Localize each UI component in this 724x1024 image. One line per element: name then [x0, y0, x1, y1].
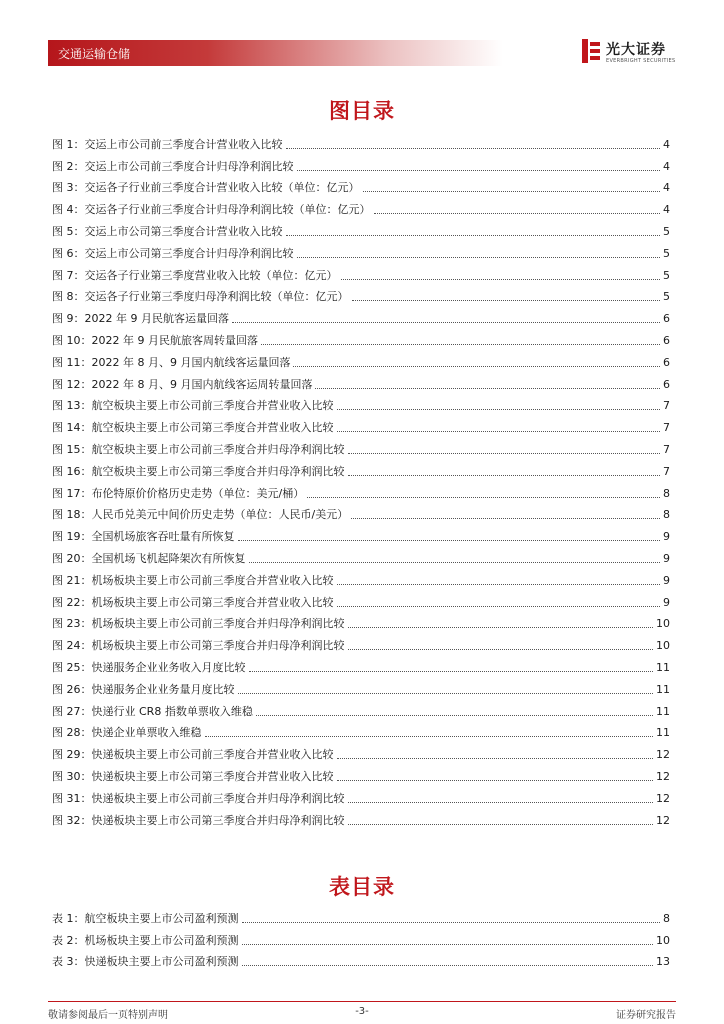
figure-index-entry-label: 图 25：: [52, 660, 92, 674]
figure-index-entry-leader: [238, 539, 661, 541]
figure-index-entry-label: 图 21：: [52, 573, 92, 587]
figure-index-entry[interactable]: [52, 522, 670, 544]
figure-index-entry-leader: [256, 714, 653, 716]
figure-index-entry-page: 5: [663, 268, 670, 282]
figure-index-entry[interactable]: [52, 392, 670, 414]
figure-index-entry-title: 2022 年 8 月、9 月国内航线客运周转量回落: [91, 377, 313, 391]
figure-index-entry[interactable]: [52, 479, 670, 501]
figure-index-entry-title: 快递服务企业业务收入月度比较: [91, 660, 246, 674]
figure-index-title: 图目录: [329, 99, 395, 123]
table-index-entry-label: 表 3：: [52, 955, 85, 969]
figure-index-entry-leader: [341, 278, 661, 280]
figure-index-entry-title: 交运各子行业前三季度合计归母净利润比较（单位：亿元）: [84, 203, 371, 217]
figure-index-entry[interactable]: [52, 588, 670, 610]
figure-index-entry-label: 图 20：: [52, 551, 92, 565]
figure-index-entry-page: 6: [663, 333, 670, 347]
figure-index-entry-page: 5: [663, 246, 670, 260]
figure-index-entry-page: 6: [663, 312, 670, 326]
figure-index-entry[interactable]: [52, 261, 670, 283]
figure-index-entry-page: 4: [663, 181, 670, 195]
figure-index-entry-leader: [352, 299, 661, 301]
figure-index-entry-leader: [286, 234, 661, 236]
figure-index-entry-page: 7: [663, 399, 670, 413]
figure-index-entry[interactable]: [52, 784, 670, 806]
figure-index-entry-leader: [348, 648, 654, 650]
figure-index-entry-title: 快递行业 CR8 指数单票收入维稳: [91, 704, 253, 718]
figure-index-entry[interactable]: [52, 653, 670, 675]
table-index-entry[interactable]: [52, 926, 670, 948]
table-index-entry[interactable]: [52, 904, 670, 926]
figure-index-entry-leader: [315, 387, 660, 389]
figure-index-entry-page: 9: [663, 551, 670, 565]
figure-index-entry-leader: [351, 517, 660, 519]
figure-index-entry-page: 9: [663, 595, 670, 609]
figure-index-entry-label: 图 23：: [52, 617, 92, 631]
figure-index-entry-label: 图 11：: [52, 355, 92, 369]
figure-index-entry[interactable]: [52, 239, 670, 261]
figure-index-entry-page: 4: [663, 137, 670, 151]
figure-index-entry-leader: [348, 823, 654, 825]
figure-index-entry[interactable]: [52, 217, 670, 239]
figure-index-entry[interactable]: [52, 130, 670, 152]
figure-index-entry-label: 图 29：: [52, 748, 92, 762]
figure-index-entry-leader: [348, 626, 654, 628]
table-index-entry-label: 表 2：: [52, 933, 85, 947]
figure-index-entry-label: 图 5：: [52, 224, 85, 238]
header-section-band: [48, 40, 503, 66]
figure-index-entry-title: 2022 年 9 月民航旅客周转量回落: [91, 333, 258, 347]
figure-index-entry-label: 图 18：: [52, 508, 92, 522]
figure-index-entry-label: 图 3：: [52, 181, 85, 195]
table-index-entry-page: 8: [663, 911, 670, 925]
figure-index-entry-page: 12: [656, 791, 670, 805]
figure-index-entry-page: 7: [663, 442, 670, 456]
figure-index-entry[interactable]: [52, 283, 670, 305]
figure-index-entry[interactable]: [52, 544, 670, 566]
figure-index-entry[interactable]: [52, 806, 670, 828]
table-index-entry-leader: [242, 964, 654, 966]
figure-index-entry[interactable]: [52, 348, 670, 370]
figure-index-entry[interactable]: [52, 326, 670, 348]
figure-index-entry-leader: [337, 779, 654, 781]
figure-index-entry-page: 11: [656, 660, 670, 674]
figure-index-entry-leader: [337, 583, 661, 585]
figure-index-entry-page: 10: [656, 617, 670, 631]
figure-index-entry-label: 图 1：: [52, 137, 85, 151]
figure-index-entry-label: 图 22：: [52, 595, 92, 609]
figure-index-entry-page: 4: [663, 203, 670, 217]
figure-index-entry-page: 11: [656, 682, 670, 696]
figure-index-entry-title: 快递板块主要上市公司前三季度合并归母净利润比较: [91, 791, 345, 805]
figure-index-entry-title: 交运上市公司第三季度合计归母净利润比较: [84, 246, 294, 260]
figure-index-entry-leader: [286, 147, 661, 149]
figure-index-entry[interactable]: [52, 370, 670, 392]
table-index-entry-leader: [242, 921, 661, 923]
figure-index-entry-leader: [337, 605, 661, 607]
figure-index-entry-label: 图 27：: [52, 704, 92, 718]
table-index-entry-page: 13: [656, 955, 670, 969]
figure-index-entry[interactable]: [52, 566, 670, 588]
figure-index-entry-leader: [337, 430, 661, 432]
figure-index-entry-leader: [307, 496, 660, 498]
figure-index-entry-leader: [293, 365, 660, 367]
figure-index-entry-label: 图 31：: [52, 791, 92, 805]
figure-index-entry-title: 全国机场飞机起降架次有所恢复: [91, 551, 246, 565]
figure-index-entry-label: 图 4：: [52, 203, 85, 217]
figure-index-entry-title: 快递板块主要上市公司第三季度合并营业收入比较: [91, 769, 334, 783]
figure-index-entry[interactable]: [52, 719, 670, 741]
figure-index-entry-page: 12: [656, 748, 670, 762]
figure-index-entry[interactable]: [52, 457, 670, 479]
figure-index-entry-leader: [348, 452, 661, 454]
figure-index-entry[interactable]: [52, 610, 670, 632]
figure-index-entry-leader: [348, 474, 661, 476]
figure-index-entry-title: 航空板块主要上市公司前三季度合并归母净利润比较: [91, 442, 345, 456]
figure-index-entry-page: 12: [656, 813, 670, 827]
header-section-label: 交通运输仓储: [58, 47, 131, 61]
figure-index-entry-label: 图 26：: [52, 682, 92, 696]
figure-index-entry-title: 交运各子行业第三季度营业收入比较（单位：亿元）: [84, 268, 338, 282]
figure-index-entry-page: 9: [663, 573, 670, 587]
figure-index-entry[interactable]: [52, 740, 670, 762]
table-index-entry-title: 航空板块主要上市公司盈利预测: [84, 911, 239, 925]
brand-name: 光大证券: [606, 42, 666, 58]
figure-index-entry-label: 图 8：: [52, 290, 85, 304]
figure-index-entry-label: 图 28：: [52, 726, 92, 740]
figure-index-entry-title: 交运各子行业第三季度归母净利润比较（单位：亿元）: [84, 290, 349, 304]
figure-index-entry-title: 机场板块主要上市公司第三季度合并营业收入比较: [91, 595, 334, 609]
figure-index-entry-page: 5: [663, 224, 670, 238]
figure-index-entry-label: 图 30：: [52, 769, 92, 783]
footer-divider: [48, 1001, 676, 1002]
figure-index-entry[interactable]: [52, 675, 670, 697]
figure-index-entry-label: 图 7：: [52, 268, 85, 282]
brand-subtitle: EVERBRIGHT SECURITIES: [606, 58, 676, 64]
figure-index-entry-title: 机场板块主要上市公司前三季度合并归母净利润比较: [91, 617, 345, 631]
figure-index-entry[interactable]: [52, 413, 670, 435]
figure-index-entry-title: 交运上市公司前三季度合计营业收入比较: [84, 137, 283, 151]
figure-index-entry[interactable]: [52, 174, 670, 196]
figure-index-entry-label: 图 10：: [52, 333, 92, 347]
figure-index-entry-page: 7: [663, 421, 670, 435]
figure-index-entry[interactable]: [52, 152, 670, 174]
figure-index-entry-title: 交运上市公司前三季度合计归母净利润比较: [84, 159, 294, 173]
figure-index-entry-title: 人民币兑美元中间价历史走势（单位：人民币/美元）: [91, 508, 349, 522]
figure-index-entry[interactable]: [52, 697, 670, 719]
figure-index-entry-label: 图 19：: [52, 530, 92, 544]
figure-index-entry-leader: [337, 757, 654, 759]
figure-index-entry[interactable]: [52, 304, 670, 326]
figure-index-entry-label: 图 12：: [52, 377, 92, 391]
everbright-logo-icon: [580, 38, 602, 64]
figure-index-entry-leader: [374, 212, 661, 214]
figure-index-entry-page: 8: [663, 508, 670, 522]
figure-index-entry-leader: [205, 735, 654, 737]
figure-index-entry-page: 12: [656, 769, 670, 783]
figure-index-entry[interactable]: [52, 195, 670, 217]
figure-index-entry-leader: [261, 343, 660, 345]
figure-index-entry-page: 8: [663, 486, 670, 500]
figure-index-entry-page: 10: [656, 639, 670, 653]
brand-logo: [580, 38, 676, 68]
figure-index-entry-label: 图 16：: [52, 464, 92, 478]
figure-index-entry-title: 交运各子行业前三季度合计营业收入比较（单位：亿元）: [84, 181, 360, 195]
figure-index-entry-page: 4: [663, 159, 670, 173]
figure-index-entry-page: 5: [663, 290, 670, 304]
figure-index-entry-label: 图 15：: [52, 442, 92, 456]
figure-index-entry-title: 快递服务企业业务量月度比较: [91, 682, 235, 696]
table-index-entry[interactable]: [52, 948, 670, 970]
figure-index-entry[interactable]: [52, 501, 670, 523]
table-index-list: [52, 904, 670, 969]
figure-index-entry-label: 图 6：: [52, 246, 85, 260]
table-index-entry-page: 10: [656, 933, 670, 947]
figure-index-entry-title: 2022 年 9 月民航客运量回落: [84, 312, 229, 326]
figure-index-entry-label: 图 17：: [52, 486, 92, 500]
figure-index-entry-title: 机场板块主要上市公司第三季度合并归母净利润比较: [91, 639, 345, 653]
footer-report-type: 证券研究报告: [616, 1010, 676, 1021]
figure-index-entry[interactable]: [52, 762, 670, 784]
figure-index-entry-title: 机场板块主要上市公司前三季度合并营业收入比较: [91, 573, 334, 587]
figure-index-list: [52, 130, 670, 828]
figure-index-entry-title: 布伦特原价价格历史走势（单位：美元/桶）: [91, 486, 305, 500]
table-index-entry-label: 表 1：: [52, 911, 85, 925]
figure-index-entry-title: 快递企业单票收入维稳: [91, 726, 202, 740]
figure-index-entry-label: 图 32：: [52, 813, 92, 827]
figure-index-entry-page: 11: [656, 726, 670, 740]
figure-index-entry-leader: [297, 169, 661, 171]
figure-index-entry-label: 图 24：: [52, 639, 92, 653]
table-index-entry-title: 机场板块主要上市公司盈利预测: [84, 933, 239, 947]
figure-index-entry-title: 快递板块主要上市公司第三季度合并归母净利润比较: [91, 813, 345, 827]
figure-index-entry-title: 快递板块主要上市公司前三季度合并营业收入比较: [91, 748, 334, 762]
figure-index-entry-leader: [249, 561, 661, 563]
figure-index-entry[interactable]: [52, 631, 670, 653]
figure-index-entry-leader: [363, 190, 661, 192]
figure-index-entry-leader: [337, 408, 661, 410]
figure-index-entry-page: 6: [663, 355, 670, 369]
figure-index-entry-title: 全国机场旅客吞吐量有所恢复: [91, 530, 235, 544]
figure-index-entry-label: 图 14：: [52, 421, 92, 435]
figure-index-entry-title: 交运上市公司第三季度合计营业收入比较: [84, 224, 283, 238]
figure-index-entry-label: 图 13：: [52, 399, 92, 413]
figure-index-entry-title: 航空板块主要上市公司第三季度合并归母净利润比较: [91, 464, 345, 478]
figure-index-entry-title: 2022 年 8 月、9 月国内航线客运量回落: [91, 355, 291, 369]
table-index-entry-title: 快递板块主要上市公司盈利预测: [84, 955, 239, 969]
figure-index-entry-leader: [297, 256, 661, 258]
figure-index-entry-title: 航空板块主要上市公司第三季度合并营业收入比较: [91, 421, 334, 435]
figure-index-entry-title: 航空板块主要上市公司前三季度合并营业收入比较: [91, 399, 334, 413]
figure-index-entry-page: 7: [663, 464, 670, 478]
figure-index-entry-label: 图 9：: [52, 312, 85, 326]
figure-index-entry-leader: [348, 801, 654, 803]
figure-index-entry-label: 图 2：: [52, 159, 85, 173]
figure-index-entry-page: 6: [663, 377, 670, 391]
figure-index-entry-leader: [238, 692, 654, 694]
table-index-title: 表目录: [329, 875, 395, 899]
figure-index-entry-page: 11: [656, 704, 670, 718]
figure-index-entry[interactable]: [52, 435, 670, 457]
figure-index-entry-leader: [232, 321, 660, 323]
figure-index-entry-leader: [249, 670, 654, 672]
page-number: -3-: [355, 1006, 369, 1017]
figure-index-entry-page: 9: [663, 530, 670, 544]
footer-disclaimer: 敬请参阅最后一页特别声明: [48, 1010, 168, 1021]
table-index-entry-leader: [242, 943, 654, 945]
